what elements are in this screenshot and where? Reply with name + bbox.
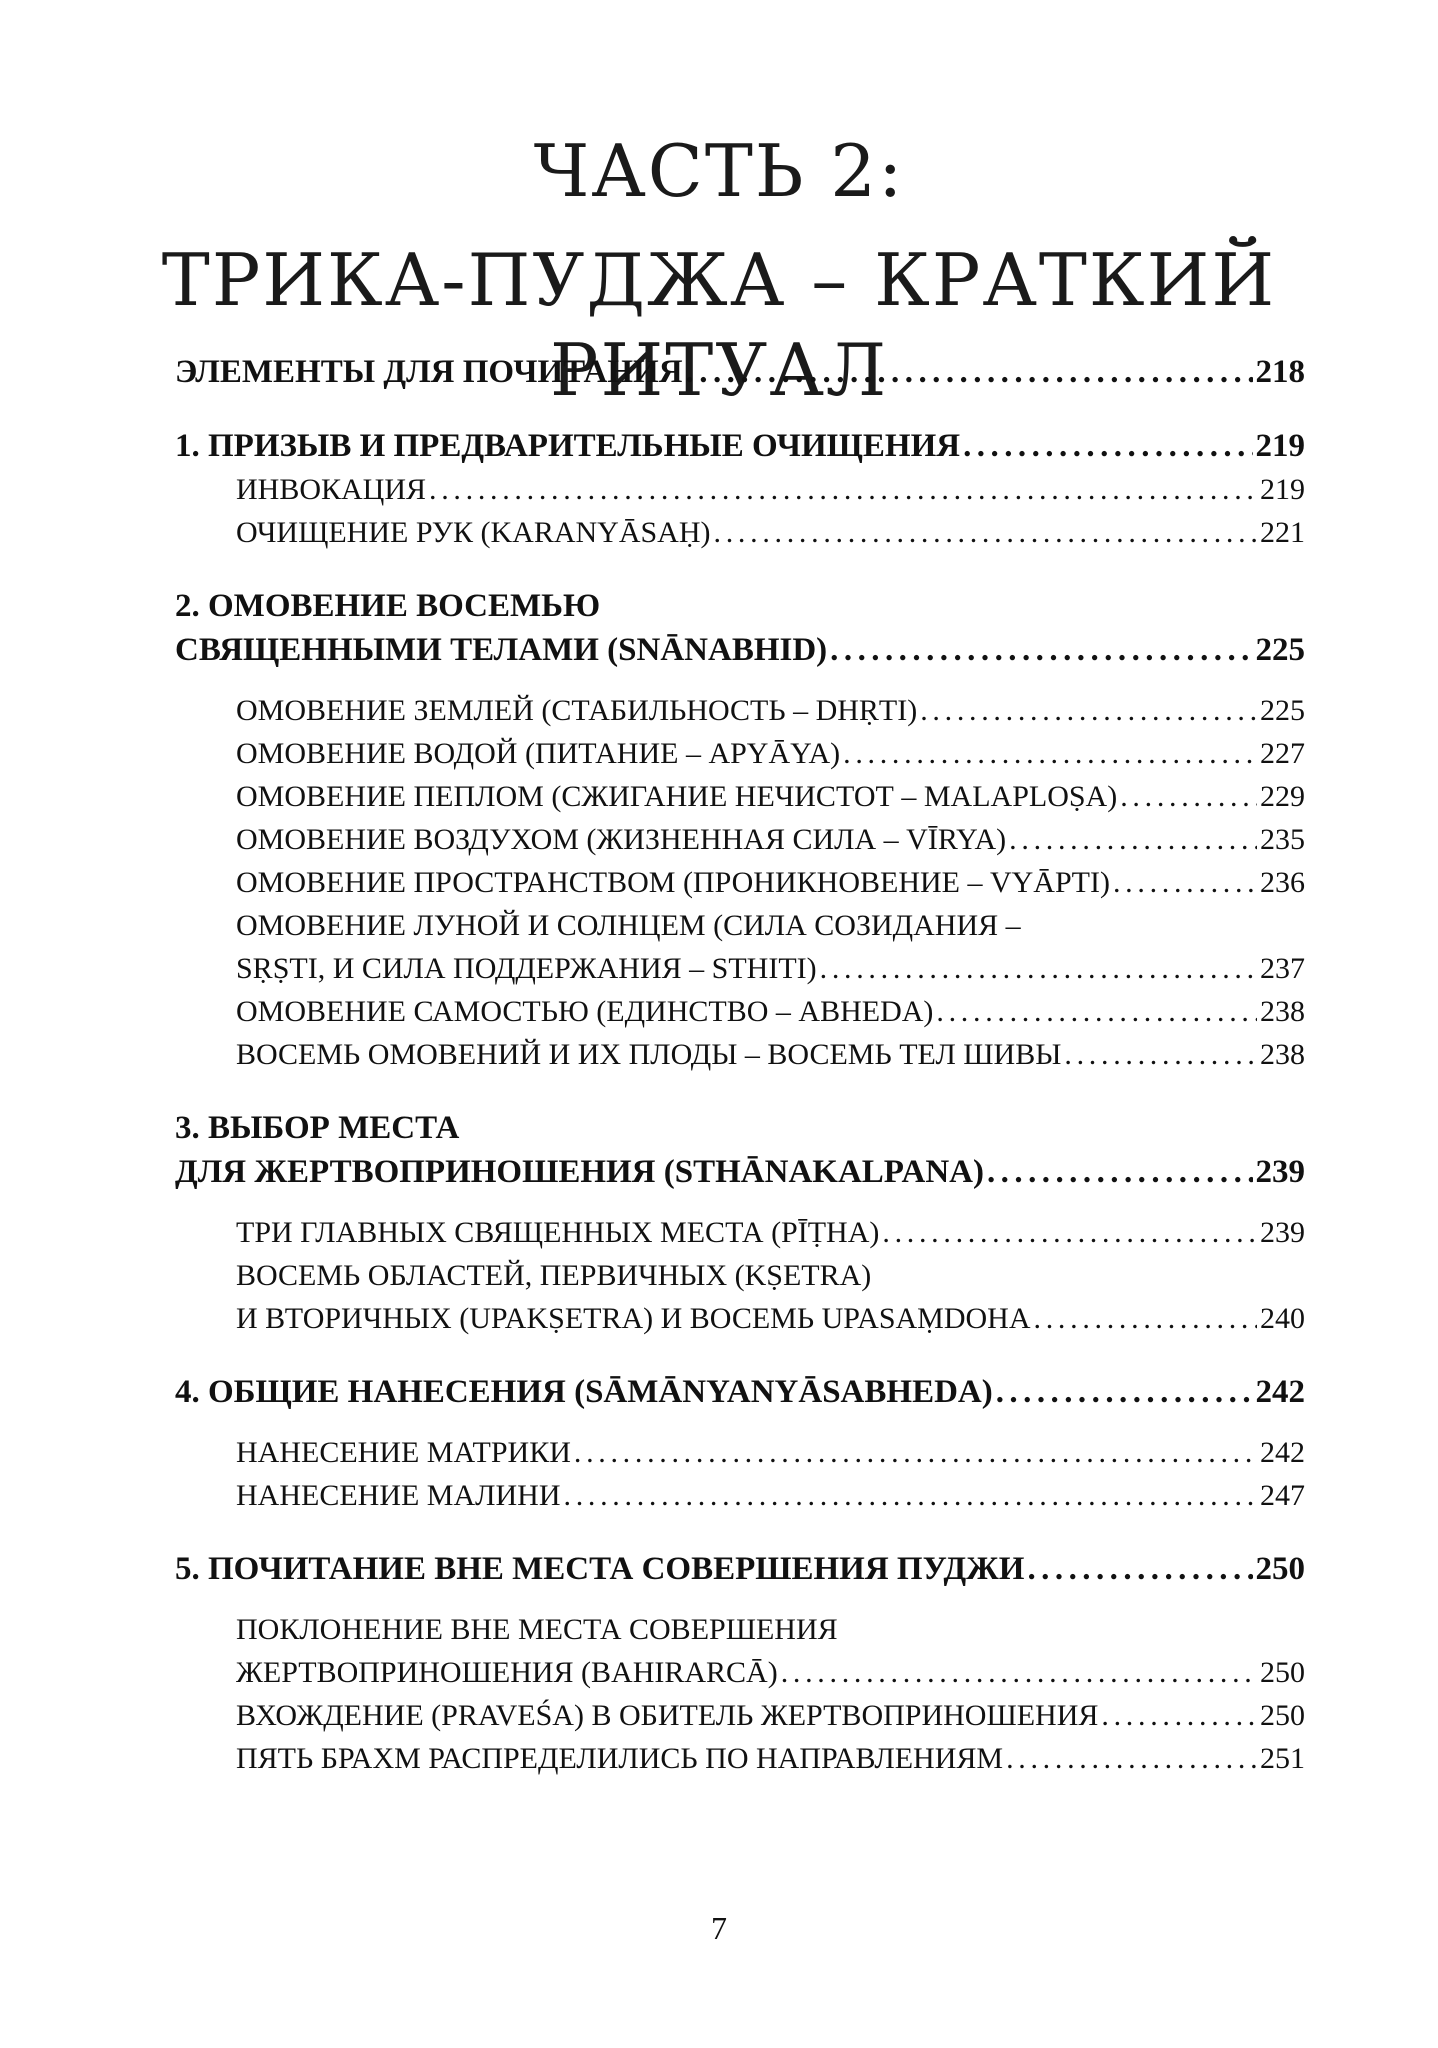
toc-entry-title: 5. ПОЧИТАНИЕ ВНЕ МЕСТА СОВЕРШЕНИЯ ПУДЖИ: [175, 1551, 1025, 1587]
dot-leader: [996, 1370, 1253, 1414]
toc-subentry-page: 221: [1260, 516, 1305, 549]
toc-subentry-page: 227: [1260, 737, 1305, 770]
toc-entry-page: 242: [1255, 1374, 1305, 1410]
toc-entry-title: 4. ОБЩИЕ НАНЕСЕНИЯ (SĀMĀNYANYĀSABHEDA): [175, 1374, 993, 1410]
dot-leader: [882, 1211, 1257, 1254]
toc-entry-page: 219: [1255, 428, 1305, 464]
toc-entry-title: 1. ПРИЗЫВ И ПРЕДВАРИТЕЛЬНЫЕ ОЧИЩЕНИЯ: [175, 428, 961, 464]
toc-subentry[interactable]: [236, 1651, 1305, 1694]
dot-leader: [1034, 1297, 1257, 1340]
toc-subsection-list: [236, 468, 1305, 554]
toc-subentry-page: 229: [1260, 780, 1305, 813]
toc-subentry-page: 238: [1260, 1038, 1305, 1071]
toc-subentry-page: 238: [1260, 995, 1305, 1028]
part-title: ЧАСТЬ 2:: [533, 129, 905, 213]
toc-subentry[interactable]: [236, 732, 1305, 775]
toc-subentry[interactable]: [236, 947, 1305, 990]
toc-entry-title: ЭЛЕМЕНТЫ ДЛЯ ПОЧИТАНИЯ: [175, 354, 683, 390]
toc-subentry-title: ВОСЕМЬ ОМОВЕНИЙ И ИХ ПЛОДЫ – ВОСЕМЬ ТЕЛ ШИВЫ: [236, 1038, 1062, 1071]
toc-subentry-page: 225: [1260, 694, 1305, 727]
toc-subentry-title: И ВТОРИЧНЫХ (UPAKṢETRA) И ВОСЕМЬ UPASAṂDOHA: [236, 1302, 1031, 1335]
toc-section-4: [175, 1370, 1305, 1414]
dot-leader: [1027, 1547, 1252, 1591]
dot-leader: [429, 468, 1257, 511]
toc-subentry-title: SṚṢTI, И СИЛА ПОДДЕРЖАНИЯ – STHITI): [236, 952, 817, 985]
toc-subsection-list: [236, 1431, 1305, 1517]
toc-subentry-page: 237: [1260, 952, 1305, 985]
page-number: 7: [711, 1910, 727, 1946]
toc-entry-page: 250: [1255, 1551, 1305, 1587]
dot-leader: [987, 1150, 1253, 1194]
toc-entry[interactable]: [175, 424, 1305, 468]
dot-leader: [830, 628, 1252, 672]
toc-subentry[interactable]: [236, 468, 1305, 511]
toc-subentry-title: ИНВОКАЦИЯ: [236, 473, 427, 506]
dot-leader: [574, 1431, 1257, 1474]
toc-subentry-page: 251: [1260, 1742, 1305, 1775]
dot-leader: [1113, 861, 1257, 904]
toc-subentry[interactable]: [236, 689, 1305, 732]
toc-entry-page: 218: [1255, 354, 1305, 390]
toc-subentry[interactable]: [236, 775, 1305, 818]
toc-subentry-page: 236: [1260, 866, 1305, 899]
toc-subentry[interactable]: [236, 1737, 1305, 1780]
dot-leader: [843, 732, 1257, 775]
toc-subentry[interactable]: [236, 1033, 1305, 1076]
toc-subentry[interactable]: [236, 1431, 1305, 1474]
toc-subentry-title-line1: ОМОВЕНИЕ ЛУНОЙ И СОЛНЦЕМ (СИЛА СОЗИДАНИЯ –: [236, 909, 1021, 942]
toc-subentry-title: ОМОВЕНИЕ ВОДОЙ (ПИТАНИЕ – APYĀYA): [236, 737, 841, 770]
toc-subentry-title: ОМОВЕНИЕ ПЕПЛОМ (СЖИГАНИЕ НЕЧИСТОТ – MALAPLOṢA): [236, 780, 1118, 813]
toc-subentry-title: ПЯТЬ БРАХМ РАСПРЕДЕЛИЛИСЬ ПО НАПРАВЛЕНИЯМ: [236, 1742, 1004, 1775]
toc-subentry-title: ВХОЖДЕНИЕ (PRAVEŚA) В ОБИТЕЛЬ ЖЕРТВОПРИНОШЕНИЯ: [236, 1699, 1099, 1732]
toc-subentry-title-line1: ПОКЛОНЕНИЕ ВНЕ МЕСТА СОВЕРШЕНИЯ: [236, 1613, 838, 1646]
dot-leader: [1064, 1033, 1257, 1076]
dot-leader: [920, 689, 1257, 732]
toc-subentry-title: ОЧИЩЕНИЕ РУК (KARANYĀSAḤ): [236, 516, 711, 549]
dot-leader: [1120, 775, 1257, 818]
toc-subentry-page: 239: [1260, 1216, 1305, 1249]
toc-entry[interactable]: [175, 1547, 1305, 1591]
toc-subsection-list: [236, 1608, 1305, 1780]
toc-entry[interactable]: [175, 1150, 1305, 1194]
dot-leader: [936, 990, 1257, 1033]
toc-section-2: [175, 584, 1305, 672]
toc-subentry-title: ОМОВЕНИЕ ВОЗДУХОМ (ЖИЗНЕННАЯ СИЛА – VĪRYA): [236, 823, 1007, 856]
toc-subentry-page: 240: [1260, 1302, 1305, 1335]
toc-entry-title: ДЛЯ ЖЕРТВОПРИНОШЕНИЯ (STHĀNAKALPANA): [175, 1154, 984, 1190]
toc-subentry-page: 235: [1260, 823, 1305, 856]
toc-subentry[interactable]: [236, 1474, 1305, 1517]
dot-leader: [963, 424, 1252, 468]
dot-leader: [686, 350, 1253, 394]
toc-subentry-title: ОМОВЕНИЕ ПРОСТРАНСТВОМ (ПРОНИКНОВЕНИЕ – VYĀPTI): [236, 866, 1110, 899]
toc-subentry[interactable]: [236, 1211, 1305, 1254]
toc-subentry-multiline[interactable]: [236, 1608, 1305, 1694]
toc-subentry-title: НАНЕСЕНИЕ МАЛИНИ: [236, 1479, 561, 1512]
toc-entry-page: 225: [1255, 632, 1305, 668]
dot-leader: [714, 511, 1257, 554]
toc-entry[interactable]: [175, 628, 1305, 672]
toc-subentry[interactable]: [236, 1297, 1305, 1340]
dot-leader: [1006, 1737, 1257, 1780]
part-subtitle: ТРИКА-ПУДЖА – КРАТКИЙ РИТУАЛ: [161, 238, 1277, 412]
toc-subentry-page: 219: [1260, 473, 1305, 506]
dot-leader: [1101, 1694, 1257, 1737]
table-of-contents: [175, 350, 1305, 1780]
toc-section-1: [175, 424, 1305, 468]
toc-entry-title-line1: 2. ОМОВЕНИЕ ВОСЕМЬЮ: [175, 588, 601, 624]
dot-leader: [820, 947, 1257, 990]
toc-subentry-title: НАНЕСЕНИЕ МАТРИКИ: [236, 1436, 571, 1469]
toc-section-elements: [175, 350, 1305, 394]
toc-subentry-title: ЖЕРТВОПРИНОШЕНИЯ (BAHIRARCĀ): [236, 1656, 778, 1689]
toc-subentry-page: 242: [1260, 1436, 1305, 1469]
toc-subentry-title-line1: ВОСЕМЬ ОБЛАСТЕЙ, ПЕРВИЧНЫХ (KṢETRA): [236, 1259, 872, 1292]
toc-entry-title: СВЯЩЕННЫМИ ТЕЛАМИ (SNĀNABHID): [175, 632, 828, 668]
toc-subentry-multiline[interactable]: [236, 1254, 1305, 1340]
toc-section-5: [175, 1547, 1305, 1591]
toc-subentry-title: ОМОВЕНИЕ САМОСТЬЮ (ЕДИНСТВО – ABHEDA): [236, 995, 934, 1028]
toc-subentry-page: 250: [1260, 1656, 1305, 1689]
toc-entry[interactable]: [175, 1370, 1305, 1414]
toc-subentry[interactable]: [236, 1694, 1305, 1737]
toc-entry[interactable]: [175, 350, 1305, 394]
toc-entry-title-line1: 3. ВЫБОР МЕСТА: [175, 1110, 460, 1146]
toc-subentry[interactable]: [236, 511, 1305, 554]
toc-subsection-list: [236, 1211, 1305, 1340]
toc-subentry[interactable]: [236, 861, 1305, 904]
toc-subentry-title: ОМОВЕНИЕ ЗЕМЛЕЙ (СТАБИЛЬНОСТЬ – DHṚTI): [236, 694, 918, 727]
dot-leader: [781, 1651, 1257, 1694]
dot-leader: [1009, 818, 1257, 861]
toc-subentry-page: 247: [1260, 1479, 1305, 1512]
toc-subentry-page: 250: [1260, 1699, 1305, 1732]
toc-section-3: [175, 1106, 1305, 1194]
toc-subsection-list: [236, 689, 1305, 1076]
toc-subentry-title: ТРИ ГЛАВНЫХ СВЯЩЕННЫХ МЕСТА (PĪṬHA): [236, 1216, 880, 1249]
toc-entry-page: 239: [1255, 1154, 1305, 1190]
toc-subentry[interactable]: [236, 990, 1305, 1033]
toc-subentry-multiline[interactable]: [236, 904, 1305, 990]
toc-subentry[interactable]: [236, 818, 1305, 861]
dot-leader: [564, 1474, 1258, 1517]
